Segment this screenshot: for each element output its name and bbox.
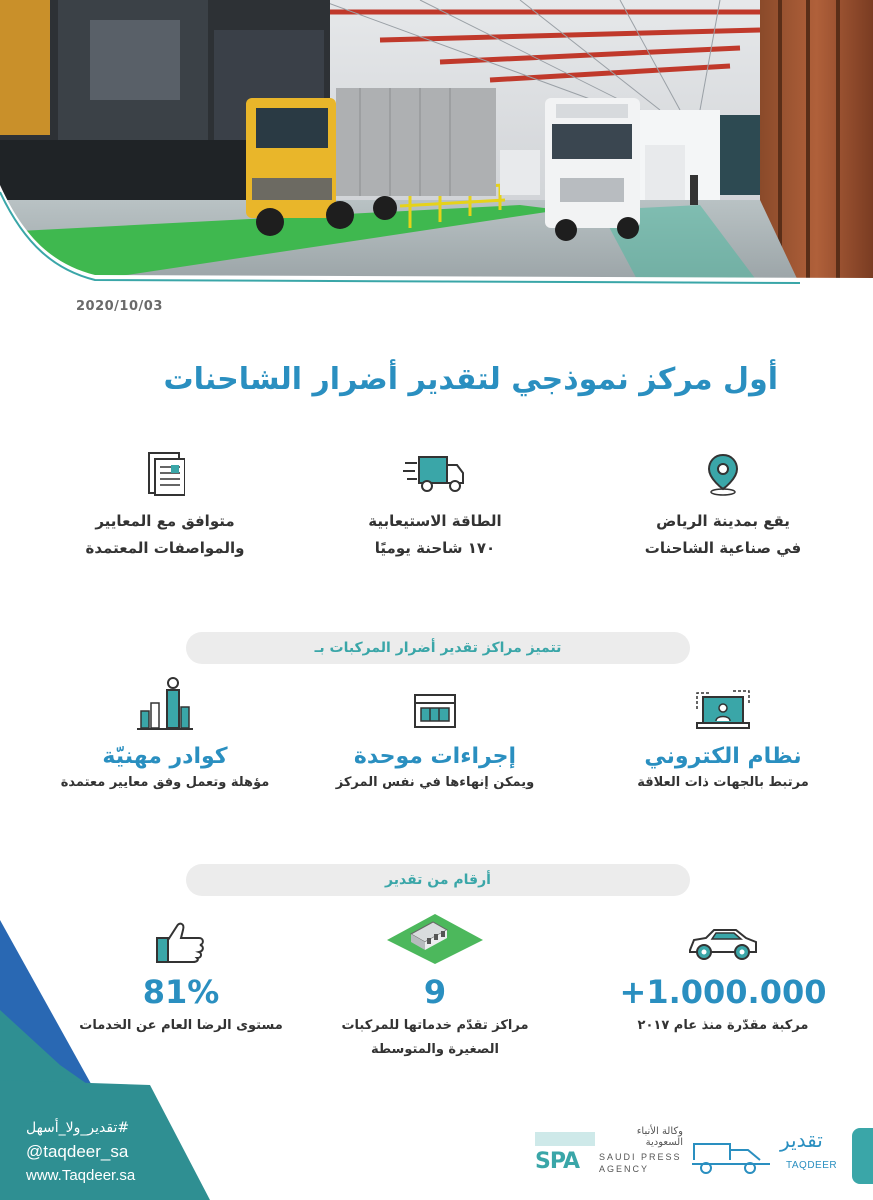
taqdeer-english-name: TAQDEER [786,1160,838,1171]
feature-standards-line1: متوافق مع المعايير [95,512,235,530]
browser-window-icon [310,686,560,736]
stats-heading: أرقام من تقدير [186,864,690,896]
feature-location-line2: في صناعية الشاحنات [644,539,802,557]
advantage-electronic-title: نظام الكتروني [644,744,802,769]
page-title: أول مركز نموذجي لتقدير أضرار الشاحنات [163,362,778,397]
stat-satisfaction [56,904,306,1038]
spa-english-name-2: AGENCY [599,1164,650,1174]
advantage-electronic-subtitle: مرتبط بالجهات ذات العلاقة [637,775,809,790]
feature-standards-line2: والمواصفات المعتمدة [85,539,245,557]
feature-location [598,448,848,562]
advantage-unified-subtitle: ويمكن إنهاءها في نفس المركز [335,775,535,790]
feature-capacity-line2: ١٧٠ شاحنة يوميًا [374,539,496,557]
feature-capacity-line1: الطاقة الاستيعابية [368,512,502,530]
advantage-unified-procedures [310,686,560,794]
hashtag[interactable]: #تقدير_ولا_أسهل [26,1120,130,1136]
advantage-professional-staff [40,672,290,794]
taqdeer-truck-icon [690,1130,774,1176]
advantage-staff-subtitle: مؤهلة وتعمل وفق معايير معتمدة [60,775,270,790]
social-links [26,1116,156,1188]
side-tab [852,1128,873,1184]
hero-photo [0,0,873,285]
twitter-handle[interactable]: @taqdeer_sa [26,1142,129,1161]
building-icon [310,904,560,964]
stat-vehicles-label: مركبة مقدّرة منذ عام ٢٠١٧ [637,1018,809,1033]
advantage-electronic-system [598,686,848,794]
advantages-heading: تتميز مراكز تقدير أضرار المركبات بـ [186,632,690,664]
fast-truck-icon [310,448,560,500]
spa-mark-icon [533,1128,597,1174]
spa-english-name-1: SAUDI PRESS [599,1152,682,1162]
website-link[interactable]: www.Taqdeer.sa [26,1167,136,1184]
spa-mark-text: SPA [535,1149,579,1174]
location-pin-icon [598,448,848,500]
advantage-unified-title: إجراءات موحدة [353,744,517,769]
professional-staff-icon [40,672,290,736]
stat-vehicles-value: +1.000.000 [619,973,827,1011]
spa-logo [533,1126,683,1176]
stat-centers-label-line2: الصغيرة والمتوسطة [370,1042,499,1057]
stat-centers-label-line1: مراكز تقدّم خدماتها للمركبات [341,1018,529,1033]
feature-capacity [310,448,560,562]
stat-satisfaction-label: مستوى الرضا العام عن الخدمات [79,1018,283,1033]
taqdeer-logo [690,1128,845,1178]
feature-location-line1: يقع بمدينة الرياض [656,512,790,530]
taqdeer-arabic-name: تقدير [780,1128,823,1152]
stat-vehicles [598,904,848,1038]
stat-satisfaction-value: 81% [142,973,220,1011]
car-icon [598,904,848,964]
advantage-staff-title: كوادر مهنيّة [102,744,228,769]
thumbs-up-icon [56,904,306,964]
stat-centers [310,904,560,1062]
feature-standards [40,448,290,562]
document-icon [40,448,290,500]
publish-date: 2020/10/03 [76,299,163,314]
stat-centers-value: 9 [423,973,447,1011]
hero-curve-overlay [0,0,873,285]
spa-arabic-name: وكالة الأنباء السعودية [636,1126,683,1148]
laptop-icon [598,686,848,736]
